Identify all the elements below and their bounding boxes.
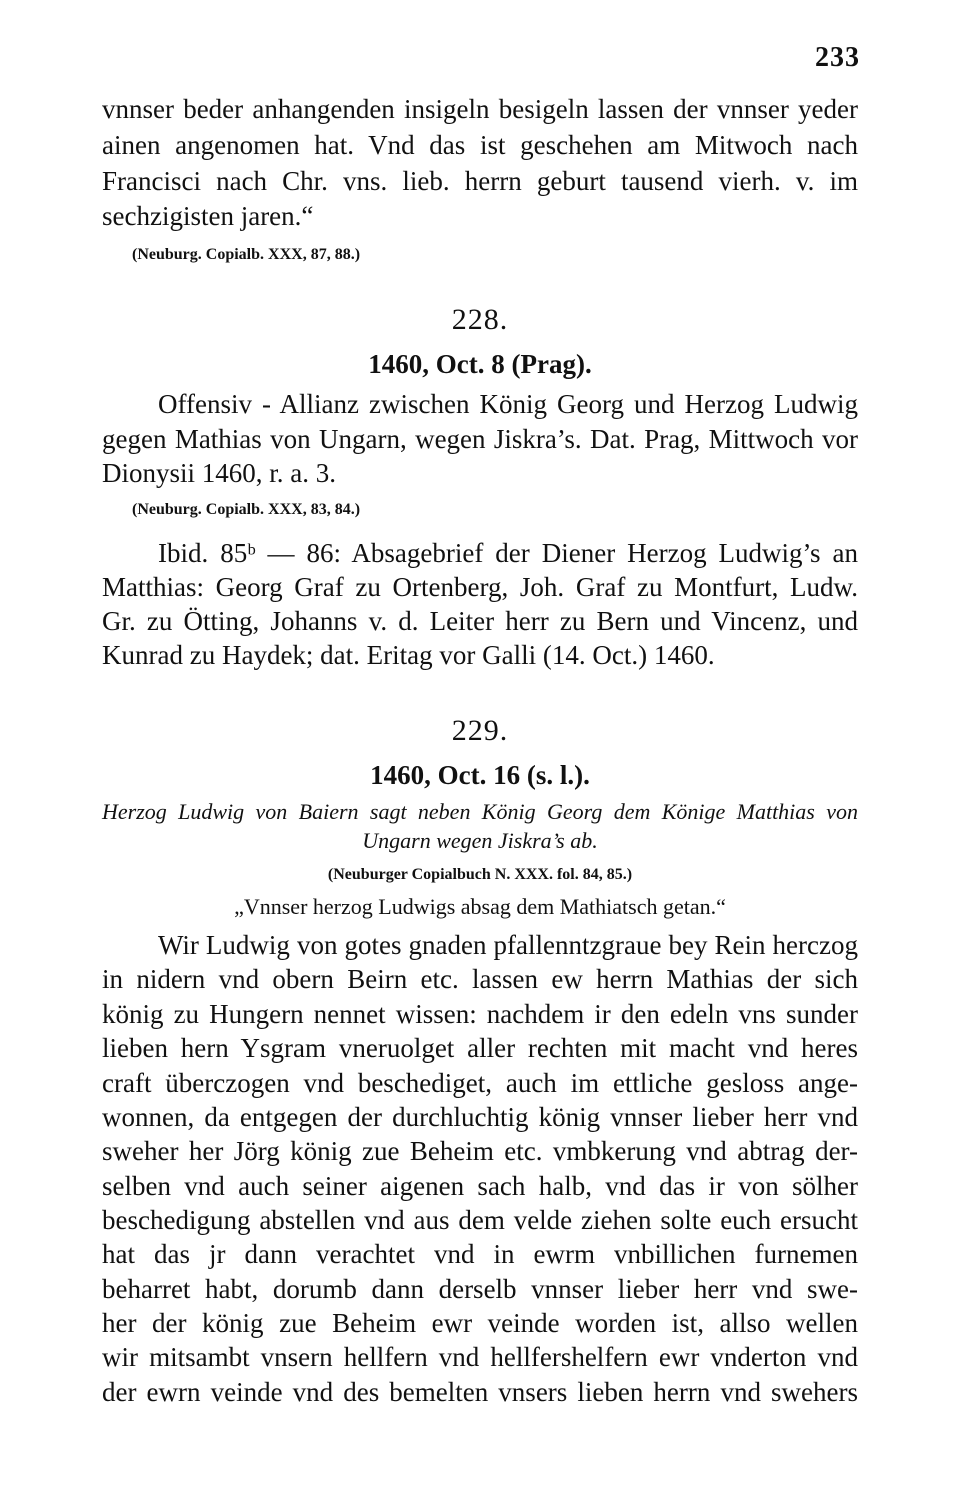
body-line: der ewrn veinde vnd des bemelten vnsers lieben herrn vnd swehers xyxy=(102,1377,858,1407)
page-number: 233 xyxy=(815,42,860,73)
source-citation: (Neuburger Copialbuch N. XXX. fol. 84, 85.) xyxy=(327,866,633,883)
body-line: beschedigung abstellen vnd aus dem velde ziehen solte euch ersucht xyxy=(102,1205,858,1235)
body-line: hat das jr dann verachtet vnd in ewrm vnbillichen furnemen xyxy=(102,1239,858,1269)
entry-number-229: 229. xyxy=(451,714,509,747)
note-line: Matthias: Georg Graf zu Ortenberg, Joh. Graf zu Montfurt, Ludw. xyxy=(102,572,858,602)
source-citation: (Neuburg. Copialb. XXX, 87, 88.) xyxy=(132,246,361,263)
entry-number-228: 228. xyxy=(451,303,509,336)
body-line: wonnen, da entgegen der durchluchtig könig vnnser lieber herr vnd xyxy=(102,1102,858,1132)
body-line: Wir Ludwig von gotes gnaden pfallenntzgraue bey Rein herczog xyxy=(158,930,858,960)
body-line: her der könig zue Beheim ewr veinde worden ist, allso wellen xyxy=(102,1308,858,1338)
body-line: in nidern vnd obern Beirn etc. lassen ew herrn Mathias der sich xyxy=(102,964,858,994)
summary-line: Dionysii 1460, r. a. 3. xyxy=(102,458,336,488)
body-line: selben vnd auch seiner aigenen sach halb, vnd das ir von sölher xyxy=(102,1171,858,1201)
continuation-line: Francisci nach Chr. vns. lieb. herrn geburt tausend vierh. v. im xyxy=(102,166,858,196)
letter-title: „Vnnser herzog Ludwigs absag dem Mathiatsch getan.“ xyxy=(234,894,726,919)
body-line: lieben hern Ysgram vneruolget aller rechten mit macht vnd heres xyxy=(102,1033,858,1063)
source-citation: (Neuburg. Copialb. XXX, 83, 84.) xyxy=(132,501,361,518)
entry-date-229: 1460, Oct. 16 (s. l.). xyxy=(370,760,590,790)
body-line: craft überczogen vnd beschediget, auch im ettliche gesloss ange- xyxy=(102,1068,858,1098)
summary-line: gegen Mathias von Ungarn, wegen Jiskra’s. Dat. Prag, Mittwoch vor xyxy=(102,424,858,454)
note-line: Gr. zu Ötting, Johanns v. d. Leiter herr zu Bern und Vincenz, und xyxy=(102,606,858,636)
continuation-line: sechzigisten jaren.“ xyxy=(102,201,314,231)
body-line: beharret habt, dorumb dann derselb vnnser lieber herr vnd swe- xyxy=(102,1274,858,1304)
summary-line: Offensiv - Allianz zwischen König Georg und Herzog Ludwig xyxy=(158,389,858,419)
note-line: Kunrad zu Haydek; dat. Eritag vor Galli (14. Oct.) 1460. xyxy=(102,640,715,670)
note-line: Ibid. 85ᵇ — 86: Absagebrief der Diener Herzog Ludwig’s an xyxy=(158,538,858,568)
entry-date-228: 1460, Oct. 8 (Prag). xyxy=(368,349,592,379)
continuation-line: ainen angenomen hat. Vnd das ist geschehen am Mitwoch nach xyxy=(102,130,858,160)
summary-line-italic: Herzog Ludwig von Baiern sagt neben König Georg dem Könige Matthias von xyxy=(102,799,858,824)
summary-line-italic: Ungarn wegen Jiskra’s ab. xyxy=(362,828,598,853)
body-line: könig zu Hungern nennet wissen: nachdem ir den edeln vns sunder xyxy=(102,999,858,1029)
body-line: wir mitsambt vnsern hellfern vnd hellfershelfern ewr vnderton vnd xyxy=(102,1342,858,1372)
continuation-line: vnnser beder anhangenden insigeln besigeln lassen der vnnser yeder xyxy=(102,94,858,124)
body-line: sweher her Jörg könig zue Beheim etc. vmbkerung vnd abtrag der- xyxy=(102,1136,858,1166)
